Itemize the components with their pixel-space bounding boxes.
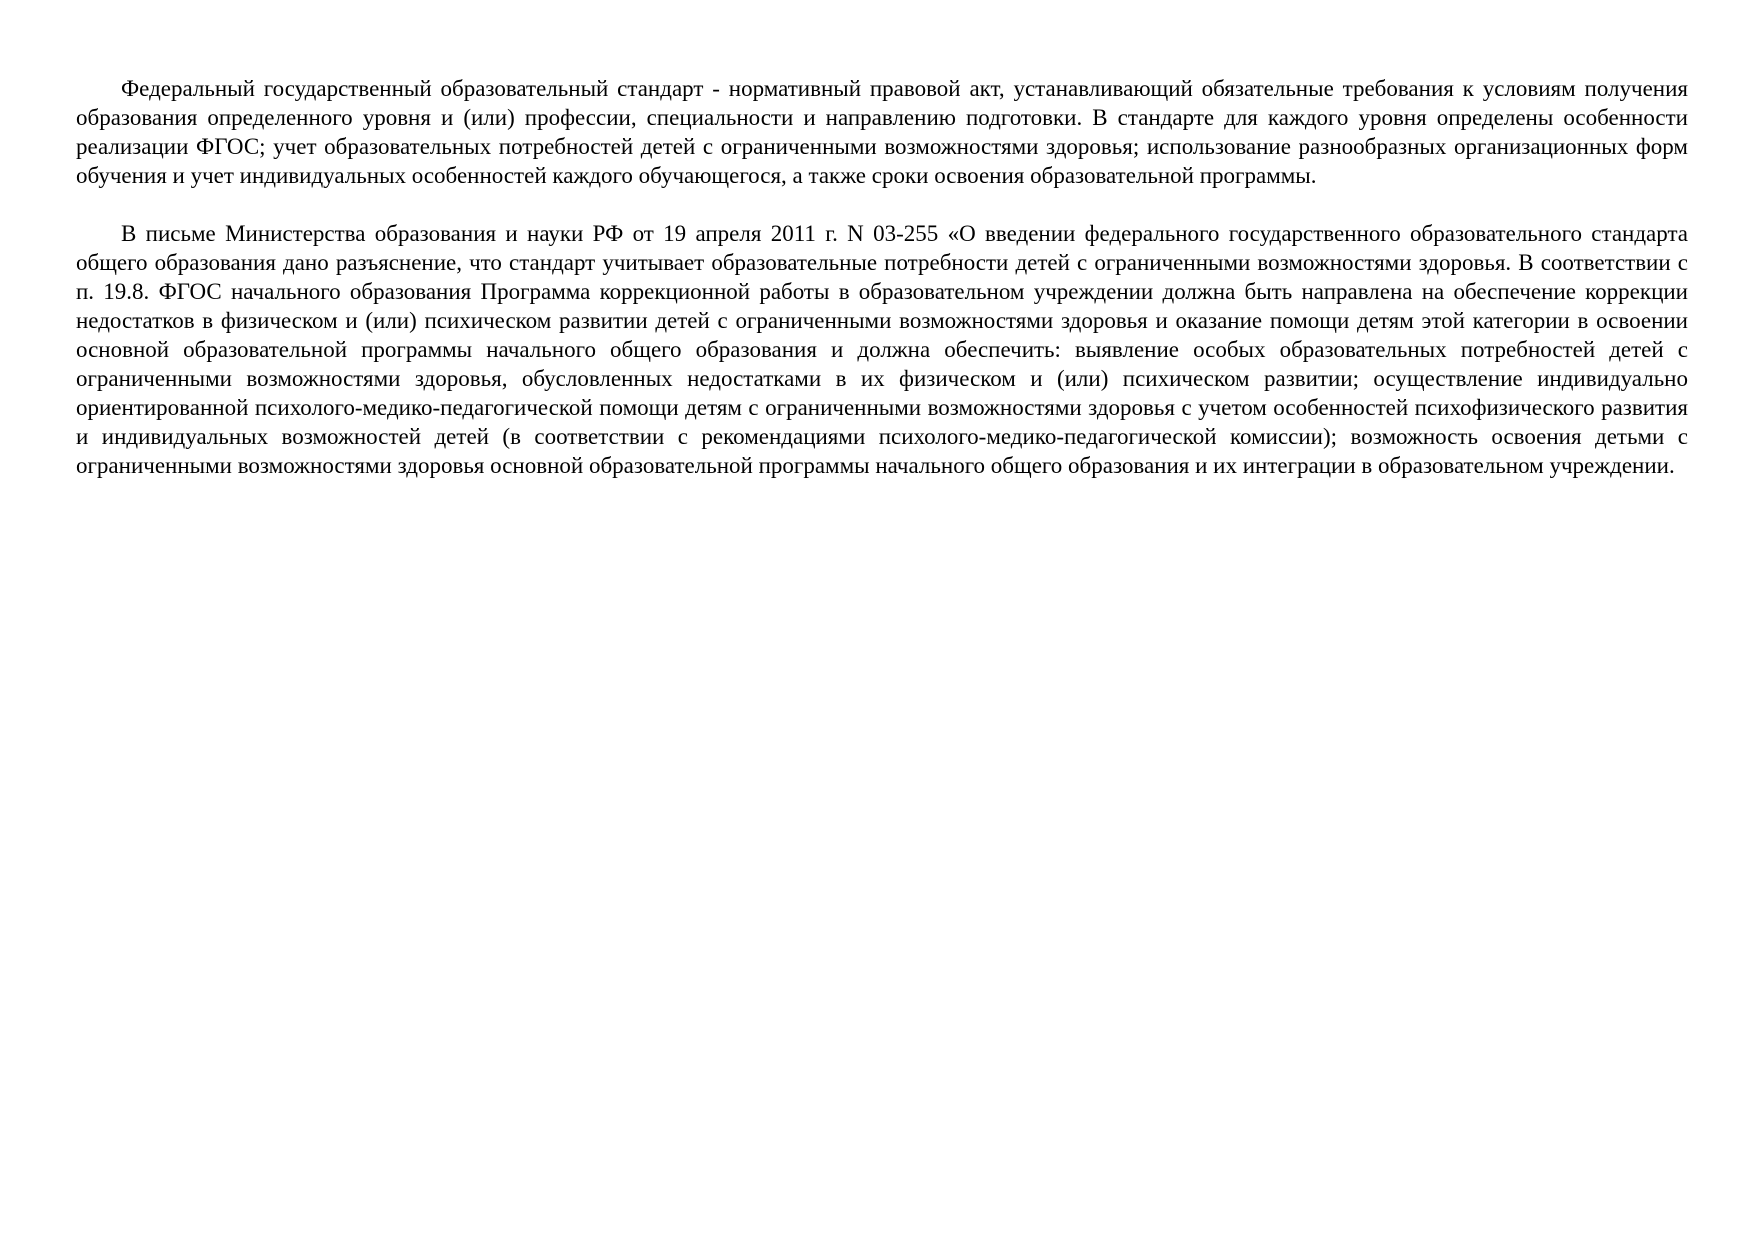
document-body [76,74,1688,480]
paragraph-ministry-letter: В письме Министерства образования и науки РФ от 19 апреля 2011 г. N 03-255 «О введении федерального государственного образовательного стандарта общего образования дано разъяснение, что стандарт учитывает образовательные потребности детей с ограниченными возможностями здоровья. В соответствии с п. 19.8. ФГОС начального образования Программа коррекционной работы в образовательном учреждении должна быть направлена на обеспечение коррекции недостатков в физическом и (или) психическом развитии детей с ограниченными возможностями здоровья и оказание помощи детям этой категории в освоении основной образовательной программы начального общего образования и должна обеспечить: выявление особых образовательных потребностей детей с ограниченными возможностями здоровья, обусловленных недостатками в их физическом и (или) психическом развитии; осуществление индивидуально ориентированной психолого-медико-педагогической помощи детям с ограниченными возможностями здоровья с учетом особенностей психофизического развития и индивидуальных возможностей детей (в соответствии с рекомендациями психолого-медико-педагогической комиссии); возможность освоения детьми с ограниченными возможностями здоровья основной образовательной программы начального общего образования и их интеграции в образовательном учреждении. [76,221,1688,478]
paragraph-fgos-definition: Федеральный государственный образовательный стандарт - нормативный правовой акт, устанавливающий обязательные требования к условиям получения образования определенного уровня и (или) профессии, специальности и направлению подготовки. В стандарте для каждого уровня определены особенности реализации ФГОС; учет образовательных потребностей детей с ограниченными возможностями здоровья; использование разнообразных организационных форм обучения и учет индивидуальных особенностей каждого обучающегося, а также сроки освоения образовательной программы. [76,76,1688,188]
